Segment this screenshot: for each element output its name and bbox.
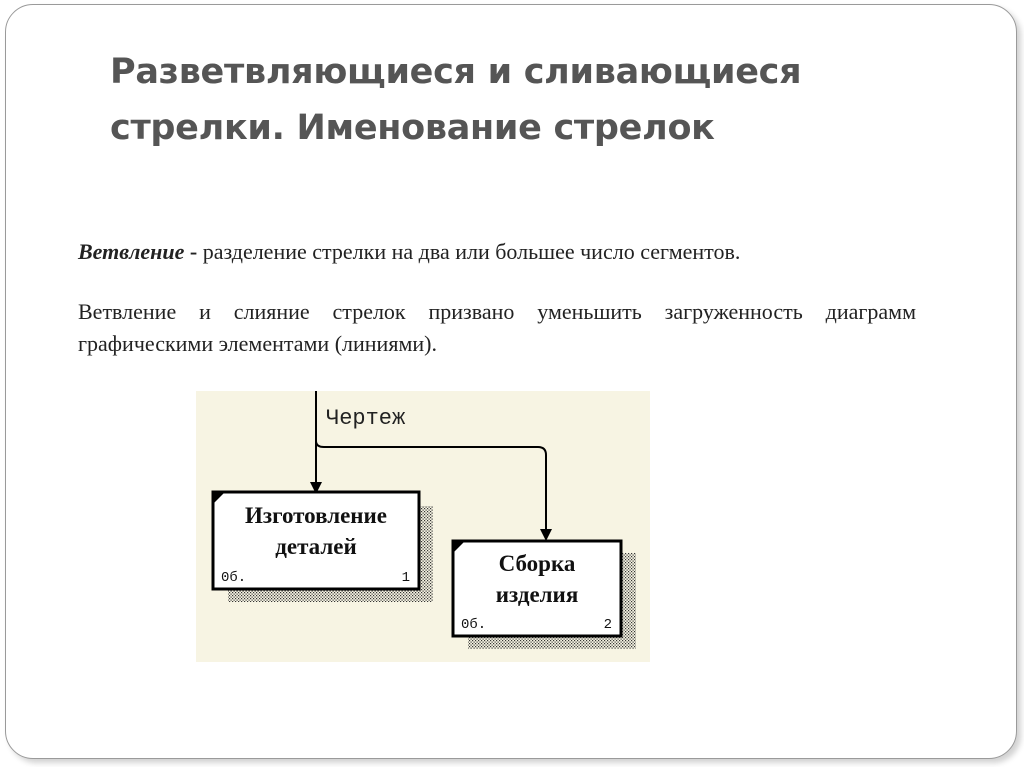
- box-2-number: 2: [603, 617, 612, 633]
- definition-paragraph: [78, 236, 916, 268]
- body-paragraph: Ветвление и слияние стрелок призвано уменьшить загруженность диаграмм графическими элементами (линиями).: [78, 299, 916, 356]
- definition-separator: -: [184, 239, 203, 264]
- definition-text: разделение стрелки на два или большее число сегментов.: [202, 239, 741, 264]
- box-2-line-2: изделия: [495, 582, 579, 607]
- box-1-number: 1: [401, 570, 410, 586]
- title-line-2: стрелки. Именование стрелок: [110, 108, 715, 148]
- box-2-code: 0б.: [461, 617, 487, 633]
- idef0-diagram: [196, 391, 650, 662]
- box-1-code: 0б.: [221, 570, 247, 586]
- definition-term: Ветвление: [78, 239, 185, 264]
- slide-title: [110, 44, 910, 156]
- arrow-label: Чертеж: [326, 406, 406, 431]
- title-line-1: Разветвляющиеся и сливающиеся: [110, 52, 802, 92]
- box-1-line-2: деталей: [275, 534, 357, 559]
- box-1-line-1: Изготовление: [244, 503, 388, 528]
- box-2-line-1: Сборка: [498, 551, 576, 576]
